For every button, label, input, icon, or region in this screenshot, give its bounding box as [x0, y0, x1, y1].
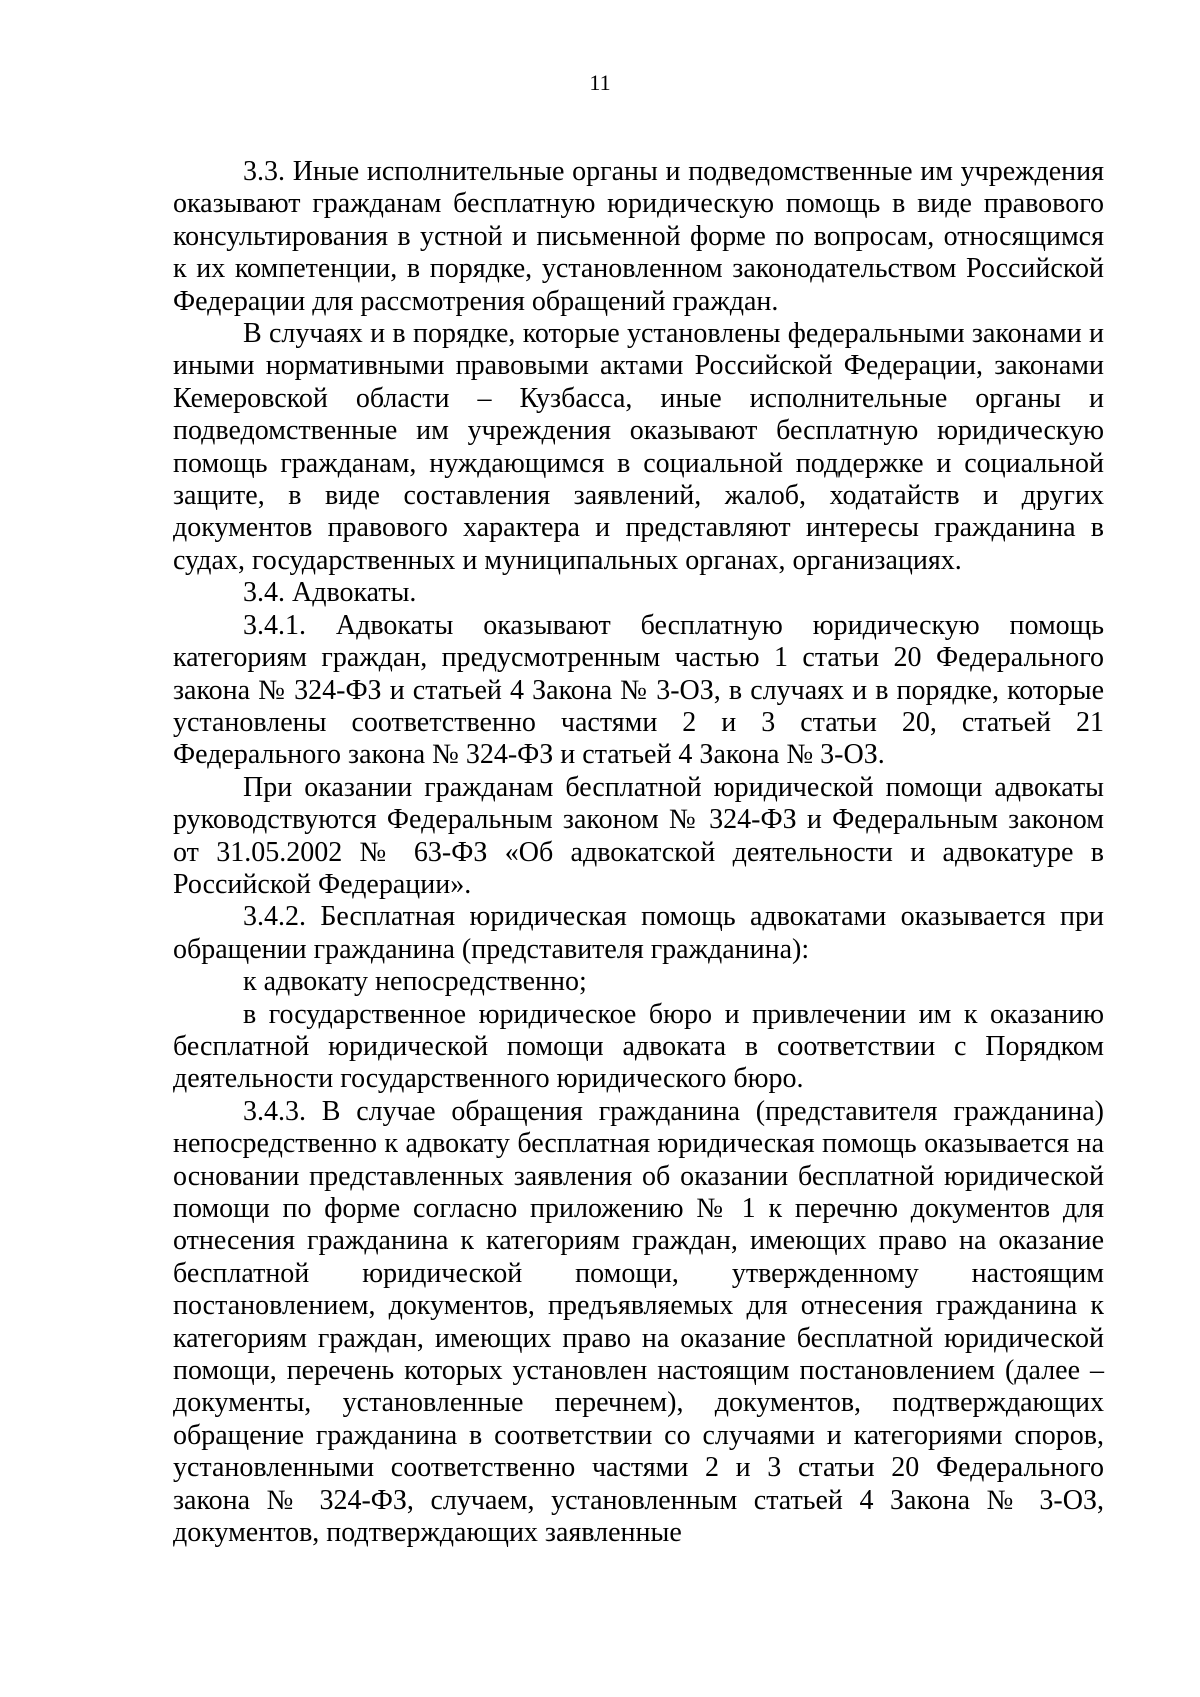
page-number: 11 [589, 70, 611, 95]
paragraph-3-4-2: 3.4.2. Бесплатная юридическая помощь адвокатами оказывается при обращении гражданина (представителя гражданина): [173, 901, 1104, 965]
paragraph-3-4-2-option-1: к адвокату непосредственно; [243, 966, 587, 998]
paragraph-3-4-1: 3.4.1. Адвокаты оказывают бесплатную юридическую помощь категориям граждан, предусмотренным частью 1 статьи 20 Федерального закона № 324-ФЗ и статьей 4 Закона № 3-ОЗ, в случаях и в порядке, которые установлены соответственно частями 2 и 3 статьи 20, статьей 21 Федерального закона № 324-ФЗ и статьей 4 Закона № 3-ОЗ. [173, 609, 1104, 771]
paragraph-3-3: 3.3. Иные исполнительные органы и подведомственные им учреждения оказывают гражданам бесплатную юридическую помощь в виде правового консультирования в устной и письменной форме по вопросам, относящимся к их компетенции, в порядке, установленном законодательством Российской Федерации для рассмотрения обращений граждан. [173, 156, 1104, 317]
paragraph-3-4-2-option-2: в государственное юридическое бюро и привлечении им к оказанию бесплатной юридической помощи адвоката в соответствии с Порядком деятельности государственного юридического бюро. [173, 998, 1104, 1095]
paragraph-3-3-cases: В случаях и в порядке, которые установлены федеральными законами и иными нормативными правовыми актами Российской Федерации, законами Кемеровской области – Кузбасса, иные исполнительные органы и подведомственные им учреждения оказывают бесплатную юридическую помощь гражданам, нуждающимся в социальной поддержке и социальной защите, в виде составления заявлений, жалоб, ходатайств и других документов правового характера и представляют интересы гражданина в судах, государственных и муниципальных органах, организациях. [173, 318, 1104, 576]
document-body [173, 156, 1104, 1549]
paragraph-3-4-heading: 3.4. Адвокаты. [243, 577, 417, 609]
paragraph-3-4-1-law: При оказании гражданам бесплатной юридической помощи адвокаты руководствуются Федеральным законом № 324-ФЗ и Федеральным законом от 31.05.2002 № 63-ФЗ «Об адвокатской деятельности и адвокатуре в Российской Федерации». [173, 771, 1104, 900]
paragraph-3-4-3: 3.4.3. В случае обращения гражданина (представителя гражданина) непосредственно к адвокату бесплатная юридическая помощь оказывается на основании представленных заявления об оказании бесплатной юридической помощи по форме согласно приложению № 1 к перечню документов для отнесения гражданина к категориям граждан, имеющих право на оказание бесплатной юридической помощи, утвержденному настоящим постановлением, документов, предъявляемых для отнесения гражданина к категориям граждан, имеющих право на оказание бесплатной юридической помощи, перечень которых установлен настоящим постановлением (далее – документы, установленные перечнем), документов, подтверждающих обращение гражданина в соответствии со случаями и категориями споров, установленными соответственно частями 2 и 3 статьи 20 Федерального закона № 324-ФЗ, случаем, установленным статьей 4 Закона № 3-ОЗ, документов, подтверждающих заявленные [173, 1095, 1104, 1549]
